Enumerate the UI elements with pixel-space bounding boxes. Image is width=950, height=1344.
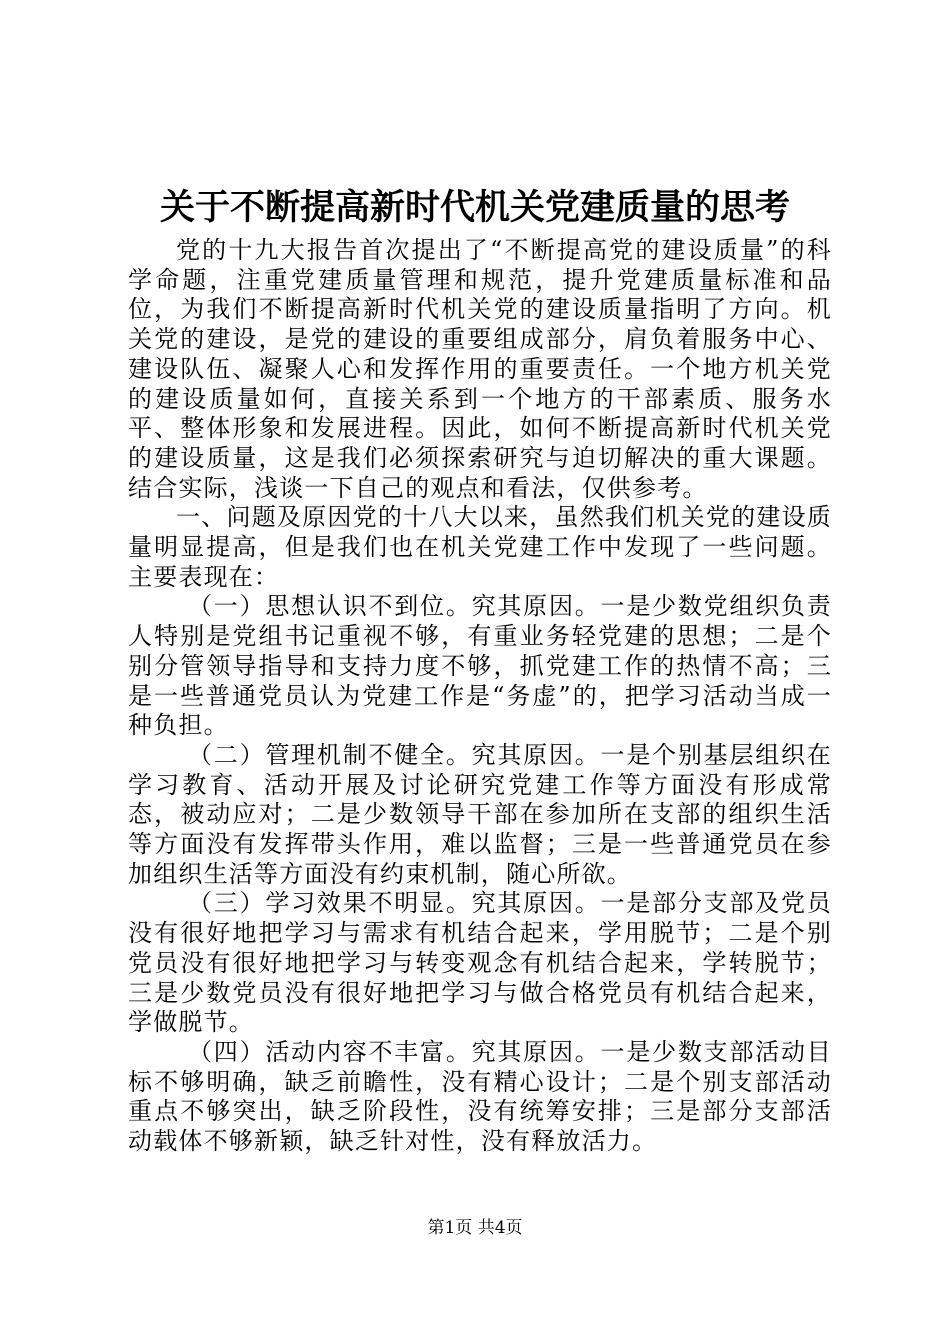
- paragraph-item-4: （四）活动内容不丰富。究其原因。一是少数支部活动目标不够明确，缺乏前瞻性，没有精心设计；二是个别支部活动重点不够突出，缺乏阶段性，没有统筹安排；三是部分支部活动载体不够新颖，缺乏针对性，没有释放活力。: [128, 1037, 832, 1156]
- document-title: 关于不断提高新时代机关党建质量的思考: [159, 187, 790, 228]
- document-body: [128, 236, 832, 1157]
- paragraph-item-3: （三）学习效果不明显。究其原因。一是部分支部及党员没有很好地把学习与需求有机结合起来，学用脱节；二是个别党员没有很好地把学习与转变观念有机结合起来，学转脱节；三是少数党员没有很好地把学习与做合格党员有机结合起来，学做脱节。: [128, 889, 832, 1037]
- paragraph-item-2: （二）管理机制不健全。究其原因。一是个别基层组织在学习教育、活动开展及讨论研究党建工作等方面没有形成常态，被动应对；二是少数领导干部在参加所在支部的组织生活等方面没有发挥带头作用，难以监督；三是一些普通党员在参加组织生活等方面没有约束机制，随心所欲。: [128, 740, 832, 888]
- paragraph-section-1: 一、问题及原因党的十八大以来，虽然我们机关党的建设质量明显提高，但是我们也在机关党建工作中发现了一些问题。主要表现在：: [128, 503, 832, 591]
- paragraph-intro: 党的十九大报告首次提出了“不断提高党的建设质量”的科学命题，注重党建质量管理和规范，提升党建质量标准和品位，为我们不断提高新时代机关党的建设质量指明了方向。机关党的建设，是党的建设的重要组成部分，肩负着服务中心、建设队伍、凝聚人心和发挥作用的重要责任。一个地方机关党的建设质量如何，直接关系到一个地方的干部素质、服务水平、整体形象和发展进程。因此，如何不断提高新时代机关党的建设质量，这是我们必须探索研究与迫切解决的重大课题。结合实际，浅谈一下自己的观点和看法，仅供参考。: [128, 236, 832, 502]
- page-number-footer: 第1页 共4页: [427, 1218, 523, 1238]
- paragraph-item-1: （一）思想认识不到位。究其原因。一是少数党组织负责人特别是党组书记重视不够，有重业务轻党建的思想；二是个别分管领导指导和支持力度不够，抓党建工作的热情不高；三是一些普通党员认为党建工作是“务虚”的，把学习活动当成一种负担。: [128, 592, 832, 740]
